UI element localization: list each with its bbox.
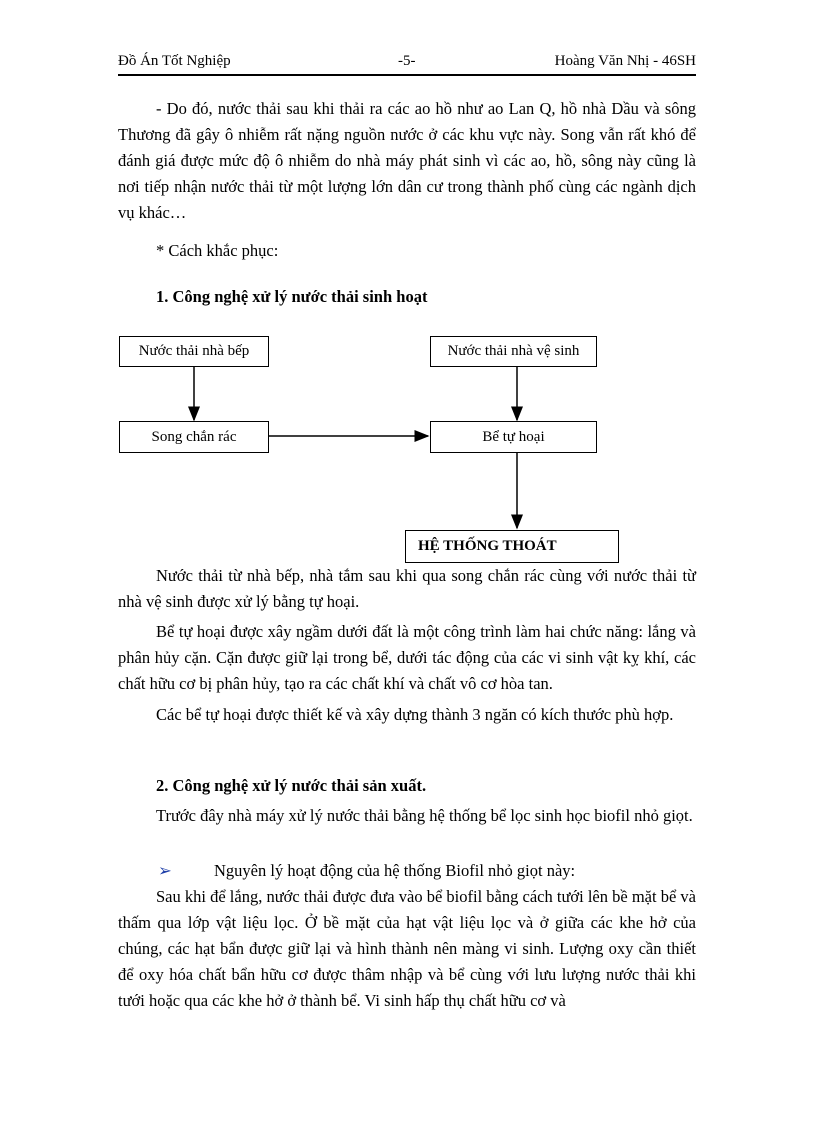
box-trash-screen [119, 421, 269, 453]
paragraph-process: Nước thải từ nhà bếp, nhà tắm sau khi qua song chắn rác cùng với nước thải từ nhà vệ sinh được xử lý bằng tự hoại. [118, 566, 696, 611]
box-toilet-label: Nước thải nhà vệ sinh [447, 343, 580, 359]
header-title: Đồ Án Tốt Nghiệp [118, 53, 231, 69]
bullet-text: Nguyên lý hoạt động của hệ thống Biofil nhỏ giọt này: [214, 861, 576, 880]
heading-domestic-wastewater: 1. Công nghệ xử lý nước thải sinh hoạt [156, 287, 428, 306]
box-septic-label: Bể tự hoại [482, 428, 545, 445]
paragraph-three-compartments: Các bể tự hoại được thiết kế và xây dựng thành 3 ngăn có kích thước phù hợp. [156, 705, 674, 724]
bullet-arrow-icon: ➢ [158, 861, 172, 880]
paragraph-pollution: - Do đó, nước thải sau khi thải ra các ao hồ như ao Lan Q, hồ nhà Dầu và sông Thương đã gây ô nhiễm rất nặng nguồn nước ở các khu vực này. Song vẫn rất khó để đánh giá được mức độ ô nhiễm do nhà máy phát sinh vì các ao, hồ, sông này cũng là nơi tiếp nhận nước thải từ một lượng lớn dân cư trong thành phố cùng các ngành dịch vụ khác… [118, 99, 696, 222]
heading-production-wastewater: 2. Công nghệ xử lý nước thải sản xuất. [156, 776, 427, 795]
box-kitchen-wastewater [119, 336, 269, 367]
paragraph-biofil-operation: Sau khi để lắng, nước thải được đưa vào bể biofil bằng cách tưới lên bề mặt bể và thấm qua lớp vật liệu lọc. Ở bề mặt của hạt vật liệu lọc và ở giữa các khe hở của chúng, các hạt bẩn được giữ lại và hình thành nên màng vi sinh. Lượng oxy cần thiết để oxy hóa chất bẩn hữu cơ được thâm nhập và bể cùng với lưu lượng nước thải khi tưới hoặc qua các khe hở ở thành bể. Vi sinh hấp thụ chất hữu cơ và [118, 887, 696, 1010]
paragraph-remedy: * Cách khắc phục: [156, 241, 279, 260]
box-drain-label: HỆ THỐNG THOÁT [418, 538, 557, 554]
box-screen-label: Song chắn rác [151, 428, 237, 445]
header-author: Hoàng Văn Nhị - 46SH [554, 53, 696, 69]
box-septic-tank [430, 421, 597, 453]
page-number: -5- [398, 53, 416, 69]
paragraph-biofil-intro: Trước đây nhà máy xử lý nước thải bằng hệ thống bể lọc sinh học biofil nhỏ giọt. [156, 806, 693, 825]
box-kitchen-label: Nước thải nhà bếp [138, 343, 250, 359]
paragraph-septic-tank: Bể tự hoại được xây ngầm dưới đất là một công trình làm hai chức năng: lắng và phân hủy cặn. Cặn được giữ lại trong bể, dưới tác động của các vi sinh vật kỵ khí, các chất hữu cơ bị phân hủy, tạo ra các chất khí và chất vô cơ hòa tan. [118, 622, 696, 693]
box-toilet-wastewater [430, 336, 597, 367]
box-drainage-system [405, 530, 619, 563]
